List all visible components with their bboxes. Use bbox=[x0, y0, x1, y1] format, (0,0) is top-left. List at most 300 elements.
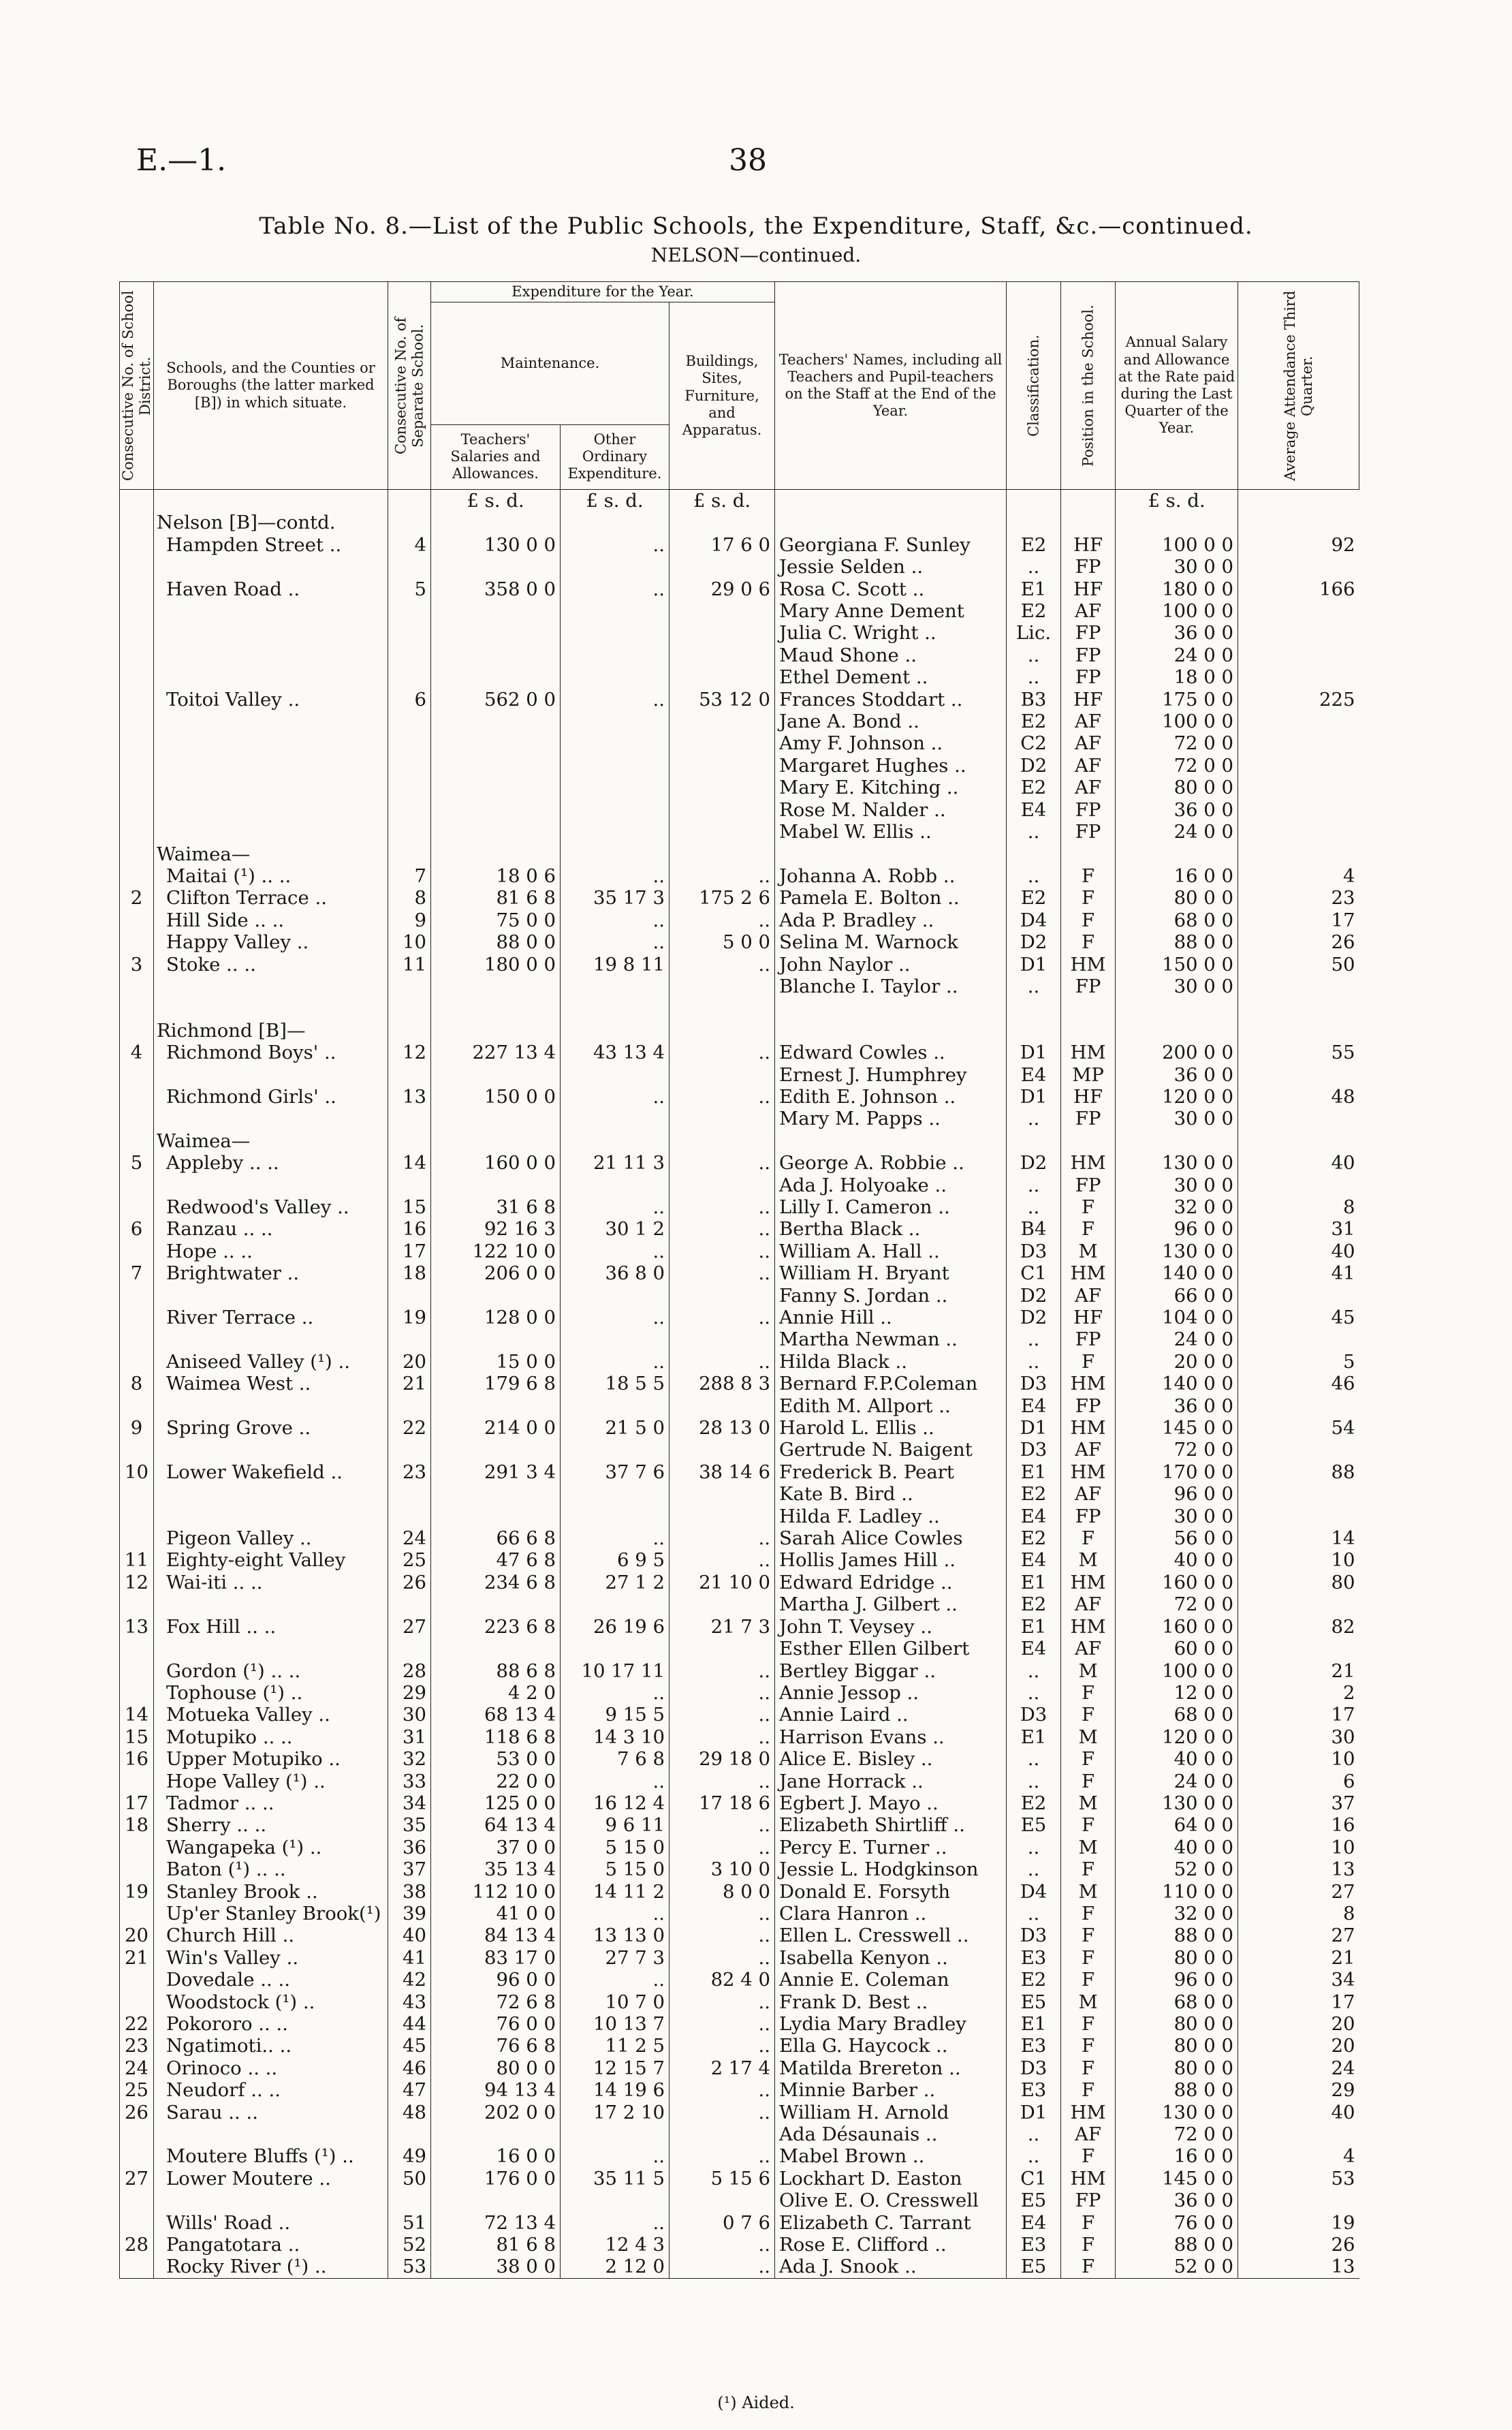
cell-annual-salary: 36 0 0 bbox=[1116, 1064, 1238, 1086]
cell-annual-salary: 72 0 0 bbox=[1116, 755, 1238, 777]
cell-buildings: 28 13 0 bbox=[670, 1417, 775, 1439]
cell-buildings: .. bbox=[670, 1086, 775, 1108]
cell-position: MP bbox=[1061, 1064, 1116, 1086]
cell-school-name: Waimea— bbox=[154, 843, 388, 865]
cell-school-no: 8 bbox=[388, 887, 431, 909]
table-row bbox=[120, 1593, 1359, 1615]
cell-attendance: 46 bbox=[1238, 1373, 1359, 1395]
cell-school-no: 40 bbox=[388, 1925, 431, 1946]
cell-teacher-name: John T. Veysey .. bbox=[775, 1616, 1007, 1638]
table-row bbox=[120, 1748, 1359, 1770]
cell-annual-salary: 130 0 0 bbox=[1116, 1241, 1238, 1262]
cell-salaries: 37 0 0 bbox=[431, 1837, 561, 1858]
cell-position: F bbox=[1061, 1527, 1116, 1549]
cell-attendance: 8 bbox=[1238, 1903, 1359, 1925]
cell-district-no bbox=[120, 1593, 154, 1615]
cell-district-no: 24 bbox=[120, 2057, 154, 2079]
table-row bbox=[120, 2035, 1359, 2057]
cell-other-expenditure: .. bbox=[561, 2145, 670, 2167]
cell-district-no bbox=[120, 2190, 154, 2211]
cell-position: F bbox=[1061, 2013, 1116, 2035]
table-row bbox=[120, 1792, 1359, 1814]
cell-school-no: 36 bbox=[388, 1837, 431, 1858]
cell-classification: E1 bbox=[1007, 1572, 1061, 1593]
table-row bbox=[120, 1506, 1359, 1527]
cell-school-no bbox=[388, 512, 431, 533]
cell-buildings: 5 0 0 bbox=[670, 931, 775, 953]
cell-district-no: 9 bbox=[120, 1417, 154, 1439]
cell-buildings: 29 0 6 bbox=[670, 578, 775, 600]
cell-position: FP bbox=[1061, 556, 1116, 578]
cell-salaries bbox=[431, 843, 561, 865]
cell-school-name: Eighty-eight Valley bbox=[154, 1549, 388, 1571]
cell-buildings: .. bbox=[670, 2102, 775, 2123]
cell-teacher-name: Edward Edridge .. bbox=[775, 1572, 1007, 1593]
cell-classification: E2 bbox=[1007, 1792, 1061, 1814]
cell-classification: .. bbox=[1007, 1748, 1061, 1770]
cell-salaries bbox=[431, 1020, 561, 1042]
cell-other-expenditure bbox=[561, 732, 670, 754]
table-row bbox=[120, 1417, 1359, 1439]
schools-table bbox=[119, 281, 1359, 2279]
cell-position: FP bbox=[1061, 799, 1116, 821]
table-row bbox=[120, 666, 1359, 688]
cell-teacher-name: Hilda F. Ladley .. bbox=[775, 1506, 1007, 1527]
cell-other-expenditure: 26 19 6 bbox=[561, 1616, 670, 1638]
cell-buildings bbox=[670, 1439, 775, 1461]
cell-buildings: .. bbox=[670, 1152, 775, 1174]
cell-attendance bbox=[1238, 1328, 1359, 1350]
cell-classification: E2 bbox=[1007, 777, 1061, 798]
cell-teacher-name: Pamela E. Bolton .. bbox=[775, 887, 1007, 909]
table-row bbox=[120, 1218, 1359, 1240]
header-teachers: Teachers' Names, including all Teachers and Pupil-teachers on the Staff at the End of the Year. bbox=[775, 282, 1007, 490]
cell-school-name: Ranzau .. .. bbox=[154, 1218, 388, 1240]
cell-salaries: 358 0 0 bbox=[431, 578, 561, 600]
cell-school-no: 46 bbox=[388, 2057, 431, 2079]
cell-other-expenditure: 16 12 4 bbox=[561, 1792, 670, 1814]
cell-annual-salary: 100 0 0 bbox=[1116, 1660, 1238, 1682]
cell-school-name: Toitoi Valley .. bbox=[154, 689, 388, 711]
cell-position: F bbox=[1061, 2234, 1116, 2256]
cell-buildings: 29 18 0 bbox=[670, 1748, 775, 1770]
table-row bbox=[120, 1108, 1359, 1130]
cell-buildings: 3 10 0 bbox=[670, 1858, 775, 1880]
cell-attendance bbox=[1238, 821, 1359, 843]
cell-annual-salary: 130 0 0 bbox=[1116, 1152, 1238, 1174]
cell-salaries: 68 13 4 bbox=[431, 1704, 561, 1726]
cell-district-no bbox=[120, 689, 154, 711]
cell-buildings: .. bbox=[670, 1991, 775, 2013]
page-reference: E.—1. bbox=[136, 143, 227, 178]
cell-district-no bbox=[120, 534, 154, 556]
cell-buildings bbox=[670, 512, 775, 533]
cell-school-name bbox=[154, 1638, 388, 1660]
cell-annual-salary: 24 0 0 bbox=[1116, 644, 1238, 666]
cell-attendance bbox=[1238, 732, 1359, 754]
cell-other-expenditure: 14 11 2 bbox=[561, 1881, 670, 1903]
header-expenditure: Expenditure for the Year. bbox=[431, 282, 775, 302]
cell-classification: .. bbox=[1007, 1174, 1061, 1196]
cell-position: F bbox=[1061, 2079, 1116, 2101]
cell-buildings: 0 7 6 bbox=[670, 2212, 775, 2234]
cell-annual-salary: 88 0 0 bbox=[1116, 1925, 1238, 1946]
cell-district-no: 5 bbox=[120, 1152, 154, 1174]
cell-district-no: 7 bbox=[120, 1262, 154, 1284]
cell-other-expenditure bbox=[561, 644, 670, 666]
cell-salaries: 15 0 0 bbox=[431, 1351, 561, 1373]
cell-teacher-name: Lydia Mary Bradley bbox=[775, 2013, 1007, 2035]
cell-other-expenditure: 6 9 5 bbox=[561, 1549, 670, 1571]
table-row bbox=[120, 2057, 1359, 2079]
cell-position: F bbox=[1061, 1969, 1116, 1991]
cell-position: AF bbox=[1061, 1483, 1116, 1505]
cell-salaries: 81 6 8 bbox=[431, 887, 561, 909]
cell-school-no: 29 bbox=[388, 1682, 431, 1704]
cell-teacher-name: Maud Shone .. bbox=[775, 644, 1007, 666]
cell-annual-salary: 72 0 0 bbox=[1116, 1593, 1238, 1615]
cell-district-no bbox=[120, 909, 154, 931]
cell-teacher-name: Ada J. Holyoake .. bbox=[775, 1174, 1007, 1196]
cell-teacher-name: Harold L. Ellis .. bbox=[775, 1417, 1007, 1439]
cell-other-expenditure: .. bbox=[561, 1241, 670, 1262]
cell-teacher-name: Bernard F.P.Coleman bbox=[775, 1373, 1007, 1395]
cell-school-no bbox=[388, 644, 431, 666]
cell-school-no: 48 bbox=[388, 2102, 431, 2123]
cell-other-expenditure: .. bbox=[561, 1196, 670, 1218]
cell-attendance bbox=[1238, 1064, 1359, 1086]
cell-annual-salary: 30 0 0 bbox=[1116, 1108, 1238, 1130]
cell-annual-salary: 20 0 0 bbox=[1116, 1351, 1238, 1373]
cell-salaries bbox=[431, 732, 561, 754]
cell-district-no bbox=[120, 578, 154, 600]
cell-teacher-name: Lockhart D. Easton bbox=[775, 2168, 1007, 2190]
cell-other-expenditure bbox=[561, 976, 670, 997]
cell-classification: E5 bbox=[1007, 1991, 1061, 2013]
cell-salaries: 83 17 0 bbox=[431, 1947, 561, 1969]
cell-other-expenditure bbox=[561, 1638, 670, 1660]
cell-position: F bbox=[1061, 1196, 1116, 1218]
cell-buildings: 17 18 6 bbox=[670, 1792, 775, 1814]
cell-school-no: 39 bbox=[388, 1903, 431, 1925]
cell-district-no: 6 bbox=[120, 1218, 154, 1240]
cell-school-no bbox=[388, 732, 431, 754]
cell-classification: E2 bbox=[1007, 534, 1061, 556]
cell-buildings bbox=[670, 1064, 775, 1086]
cell-classification: E1 bbox=[1007, 578, 1061, 600]
cell-annual-salary: 104 0 0 bbox=[1116, 1307, 1238, 1328]
cell-other-expenditure: 9 15 5 bbox=[561, 1704, 670, 1726]
cell-attendance: 20 bbox=[1238, 2013, 1359, 2035]
table-row bbox=[120, 1196, 1359, 1218]
cell-annual-salary: 16 0 0 bbox=[1116, 865, 1238, 887]
cell-teacher-name: Donald E. Forsyth bbox=[775, 1881, 1007, 1903]
cell-teacher-name: Ella G. Haycock .. bbox=[775, 2035, 1007, 2057]
cell-teacher-name: Selina M. Warnock bbox=[775, 931, 1007, 953]
cell-annual-salary: 80 0 0 bbox=[1116, 887, 1238, 909]
cell-classification: D2 bbox=[1007, 931, 1061, 953]
cell-position: AF bbox=[1061, 1593, 1116, 1615]
cell-annual-salary: 36 0 0 bbox=[1116, 799, 1238, 821]
cell-position bbox=[1061, 512, 1116, 533]
cell-salaries bbox=[431, 2190, 561, 2211]
cell-classification: E2 bbox=[1007, 887, 1061, 909]
cell-attendance: 27 bbox=[1238, 1925, 1359, 1946]
cell-buildings: .. bbox=[670, 954, 775, 976]
cell-position: F bbox=[1061, 887, 1116, 909]
cell-classification: .. bbox=[1007, 556, 1061, 578]
cell-salaries: 130 0 0 bbox=[431, 534, 561, 556]
cell-salaries: 75 0 0 bbox=[431, 909, 561, 931]
cell-classification: D2 bbox=[1007, 1307, 1061, 1328]
cell-annual-salary: 12 0 0 bbox=[1116, 1682, 1238, 1704]
cell-salaries: 160 0 0 bbox=[431, 1152, 561, 1174]
cell-annual-salary: 100 0 0 bbox=[1116, 711, 1238, 732]
cell-school-name: Haven Road .. bbox=[154, 578, 388, 600]
cell-buildings bbox=[670, 777, 775, 798]
cell-classification: D3 bbox=[1007, 1704, 1061, 1726]
cell-annual-salary bbox=[1116, 843, 1238, 865]
cell-salaries: 214 0 0 bbox=[431, 1417, 561, 1439]
cell-position: F bbox=[1061, 1351, 1116, 1373]
cell-buildings: .. bbox=[670, 2013, 775, 2035]
cell-buildings: 175 2 6 bbox=[670, 887, 775, 909]
cell-other-expenditure bbox=[561, 1506, 670, 1527]
cell-classification: D1 bbox=[1007, 1086, 1061, 1108]
cell-position: AF bbox=[1061, 2123, 1116, 2145]
cell-position: F bbox=[1061, 1814, 1116, 1836]
cell-school-no bbox=[388, 2123, 431, 2145]
cell-salaries: 4 2 0 bbox=[431, 1682, 561, 1704]
header-salaries: Teachers' Salaries and Allowances. bbox=[431, 424, 561, 489]
cell-salaries: 72 6 8 bbox=[431, 1991, 561, 2013]
cell-school-no: 52 bbox=[388, 2234, 431, 2256]
cell-classification: E2 bbox=[1007, 711, 1061, 732]
cell-attendance: 31 bbox=[1238, 1218, 1359, 1240]
cell-school-name: Ngatimoti.. .. bbox=[154, 2035, 388, 2057]
cell-position: AF bbox=[1061, 732, 1116, 754]
cell-annual-salary: 16 0 0 bbox=[1116, 2145, 1238, 2167]
cell-buildings bbox=[670, 1174, 775, 1196]
cell-position: M bbox=[1061, 1241, 1116, 1262]
cell-attendance: 55 bbox=[1238, 1042, 1359, 1063]
table-row bbox=[120, 843, 1359, 865]
cell-other-expenditure: 5 15 0 bbox=[561, 1837, 670, 1858]
cell-classification: E5 bbox=[1007, 2256, 1061, 2278]
table-row bbox=[120, 1527, 1359, 1549]
table-row bbox=[120, 2102, 1359, 2123]
cell-annual-salary: 120 0 0 bbox=[1116, 1086, 1238, 1108]
cell-salaries bbox=[431, 711, 561, 732]
cell-school-name: Baton (¹) .. .. bbox=[154, 1858, 388, 1880]
cell-annual-salary: 66 0 0 bbox=[1116, 1285, 1238, 1307]
cell-other-expenditure: 7 6 8 bbox=[561, 1748, 670, 1770]
cell-position: F bbox=[1061, 909, 1116, 931]
cell-attendance: 10 bbox=[1238, 1549, 1359, 1571]
cell-attendance: 13 bbox=[1238, 1858, 1359, 1880]
cell-district-no: 14 bbox=[120, 1704, 154, 1726]
cell-annual-salary bbox=[1116, 997, 1238, 1019]
table-row bbox=[120, 1328, 1359, 1350]
cell-salaries bbox=[431, 755, 561, 777]
cell-buildings bbox=[670, 2123, 775, 2145]
cell-position: AF bbox=[1061, 1439, 1116, 1461]
cell-buildings bbox=[670, 1328, 775, 1350]
table-row bbox=[120, 512, 1359, 533]
cell-position: F bbox=[1061, 2145, 1116, 2167]
cell-district-no bbox=[120, 2212, 154, 2234]
cell-school-no bbox=[388, 976, 431, 997]
cell-school-name: Lower Wakefield .. bbox=[154, 1461, 388, 1483]
cell-classification: E3 bbox=[1007, 1947, 1061, 1969]
cell-school-no bbox=[388, 1108, 431, 1130]
cell-district-no bbox=[120, 931, 154, 953]
cell-annual-salary bbox=[1116, 512, 1238, 533]
cell-school-no: 41 bbox=[388, 1947, 431, 1969]
cell-classification: E4 bbox=[1007, 1395, 1061, 1417]
cell-other-expenditure bbox=[561, 1020, 670, 1042]
cell-district-no bbox=[120, 1858, 154, 1880]
cell-position: HF bbox=[1061, 1086, 1116, 1108]
cell-annual-salary: 24 0 0 bbox=[1116, 1771, 1238, 1792]
cell-position: F bbox=[1061, 2212, 1116, 2234]
cell-school-no: 24 bbox=[388, 1527, 431, 1549]
cell-school-no: 15 bbox=[388, 1196, 431, 1218]
cell-attendance bbox=[1238, 799, 1359, 821]
cell-annual-salary: 30 0 0 bbox=[1116, 976, 1238, 997]
cell-salaries bbox=[431, 556, 561, 578]
cell-teacher-name: Gertrude N. Baigent bbox=[775, 1439, 1007, 1461]
cell-district-no bbox=[120, 1660, 154, 1682]
cell-other-expenditure: .. bbox=[561, 689, 670, 711]
cell-school-name bbox=[154, 622, 388, 644]
cell-school-name: Wai-iti .. .. bbox=[154, 1572, 388, 1593]
cell-classification: D3 bbox=[1007, 1241, 1061, 1262]
cell-attendance bbox=[1238, 1483, 1359, 1505]
cell-position: FP bbox=[1061, 666, 1116, 688]
cell-buildings: .. bbox=[670, 1837, 775, 1858]
cell-school-name: Appleby .. .. bbox=[154, 1152, 388, 1174]
table-row bbox=[120, 1549, 1359, 1571]
cell-other-expenditure: 18 5 5 bbox=[561, 1373, 670, 1395]
cell-attendance: 88 bbox=[1238, 1461, 1359, 1483]
cell-classification: D2 bbox=[1007, 1152, 1061, 1174]
cell-salaries: 76 0 0 bbox=[431, 2013, 561, 2035]
cell-district-no bbox=[120, 1328, 154, 1350]
table-row bbox=[120, 1616, 1359, 1638]
cell-other-expenditure: 10 13 7 bbox=[561, 2013, 670, 2035]
header-schools: Schools, and the Counties or Boroughs (the latter marked [B]) in which situate. bbox=[154, 282, 388, 490]
cell-other-expenditure bbox=[561, 1593, 670, 1615]
cell-district-no bbox=[120, 1351, 154, 1373]
cell-classification: D3 bbox=[1007, 1925, 1061, 1946]
cell-annual-salary: 72 0 0 bbox=[1116, 2123, 1238, 2145]
cell-school-no: 53 bbox=[388, 2256, 431, 2278]
cell-position: HM bbox=[1061, 1262, 1116, 1284]
cell-salaries: 227 13 4 bbox=[431, 1042, 561, 1063]
cell-school-no: 5 bbox=[388, 578, 431, 600]
cell-classification: .. bbox=[1007, 1108, 1061, 1130]
cell-school-name bbox=[154, 2190, 388, 2211]
cell-other-expenditure bbox=[561, 1130, 670, 1152]
cell-salaries: 22 0 0 bbox=[431, 1771, 561, 1792]
cell-teacher-name: Kate B. Bird .. bbox=[775, 1483, 1007, 1505]
cell-salaries: 38 0 0 bbox=[431, 2256, 561, 2278]
cell-school-name: Redwood's Valley .. bbox=[154, 1196, 388, 1218]
cell-position: FP bbox=[1061, 1174, 1116, 1196]
cell-position: AF bbox=[1061, 711, 1116, 732]
cell-buildings: 82 4 0 bbox=[670, 1969, 775, 1991]
table-row bbox=[120, 1174, 1359, 1196]
cell-school-name: Neudorf .. .. bbox=[154, 2079, 388, 2101]
cell-classification: .. bbox=[1007, 666, 1061, 688]
cell-classification: B3 bbox=[1007, 689, 1061, 711]
cell-buildings bbox=[670, 1108, 775, 1130]
cell-teacher-name: Percy E. Turner .. bbox=[775, 1837, 1007, 1858]
cell-district-no bbox=[120, 732, 154, 754]
cell-position: F bbox=[1061, 931, 1116, 953]
cell-teacher-name: Mabel W. Ellis .. bbox=[775, 821, 1007, 843]
cell-teacher-name: Frances Stoddart .. bbox=[775, 689, 1007, 711]
table-row bbox=[120, 2234, 1359, 2256]
table-row bbox=[120, 2145, 1359, 2167]
table-row bbox=[120, 777, 1359, 798]
cell-school-name bbox=[154, 1506, 388, 1527]
cell-district-no bbox=[120, 1969, 154, 1991]
table-row bbox=[120, 887, 1359, 909]
cell-teacher-name bbox=[775, 1020, 1007, 1042]
table-row bbox=[120, 1086, 1359, 1108]
cell-salaries: 84 13 4 bbox=[431, 1925, 561, 1946]
cell-attendance bbox=[1238, 1020, 1359, 1042]
header-classification: Classification. bbox=[1007, 282, 1061, 490]
table-row bbox=[120, 600, 1359, 622]
cell-school-no: 33 bbox=[388, 1771, 431, 1792]
cell-attendance: 34 bbox=[1238, 1969, 1359, 1991]
cell-other-expenditure bbox=[561, 1483, 670, 1505]
cell-position: FP bbox=[1061, 2190, 1116, 2211]
cell-annual-salary: 36 0 0 bbox=[1116, 622, 1238, 644]
table-row bbox=[120, 1704, 1359, 1726]
cell-attendance bbox=[1238, 1395, 1359, 1417]
cell-position: M bbox=[1061, 1726, 1116, 1748]
table-row bbox=[120, 2013, 1359, 2035]
cell-salaries bbox=[431, 1483, 561, 1505]
cell-teacher-name: Esther Ellen Gilbert bbox=[775, 1638, 1007, 1660]
cell-school-no: 28 bbox=[388, 1660, 431, 1682]
table-row bbox=[120, 1395, 1359, 1417]
cell-teacher-name: Olive E. O. Cresswell bbox=[775, 2190, 1007, 2211]
cell-school-name: Woodstock (¹) .. bbox=[154, 1991, 388, 2013]
cell-school-name: Sherry .. .. bbox=[154, 1814, 388, 1836]
cell-salaries: 18 0 6 bbox=[431, 865, 561, 887]
cell-position: F bbox=[1061, 1682, 1116, 1704]
table-subtitle: NELSON—continued. bbox=[650, 244, 862, 266]
cell-classification: .. bbox=[1007, 1682, 1061, 1704]
cell-teacher-name: Julia C. Wright .. bbox=[775, 622, 1007, 644]
cell-attendance bbox=[1238, 1108, 1359, 1130]
cell-buildings bbox=[670, 556, 775, 578]
cell-annual-salary: 80 0 0 bbox=[1116, 1947, 1238, 1969]
cell-position bbox=[1061, 1020, 1116, 1042]
cell-teacher-name: Johanna A. Robb .. bbox=[775, 865, 1007, 887]
cell-attendance: 17 bbox=[1238, 909, 1359, 931]
cell-school-no: 31 bbox=[388, 1726, 431, 1748]
cell-school-name: Wills' Road .. bbox=[154, 2212, 388, 2234]
table-row bbox=[120, 1020, 1359, 1042]
cell-attendance bbox=[1238, 1174, 1359, 1196]
cell-teacher-name bbox=[775, 997, 1007, 1019]
